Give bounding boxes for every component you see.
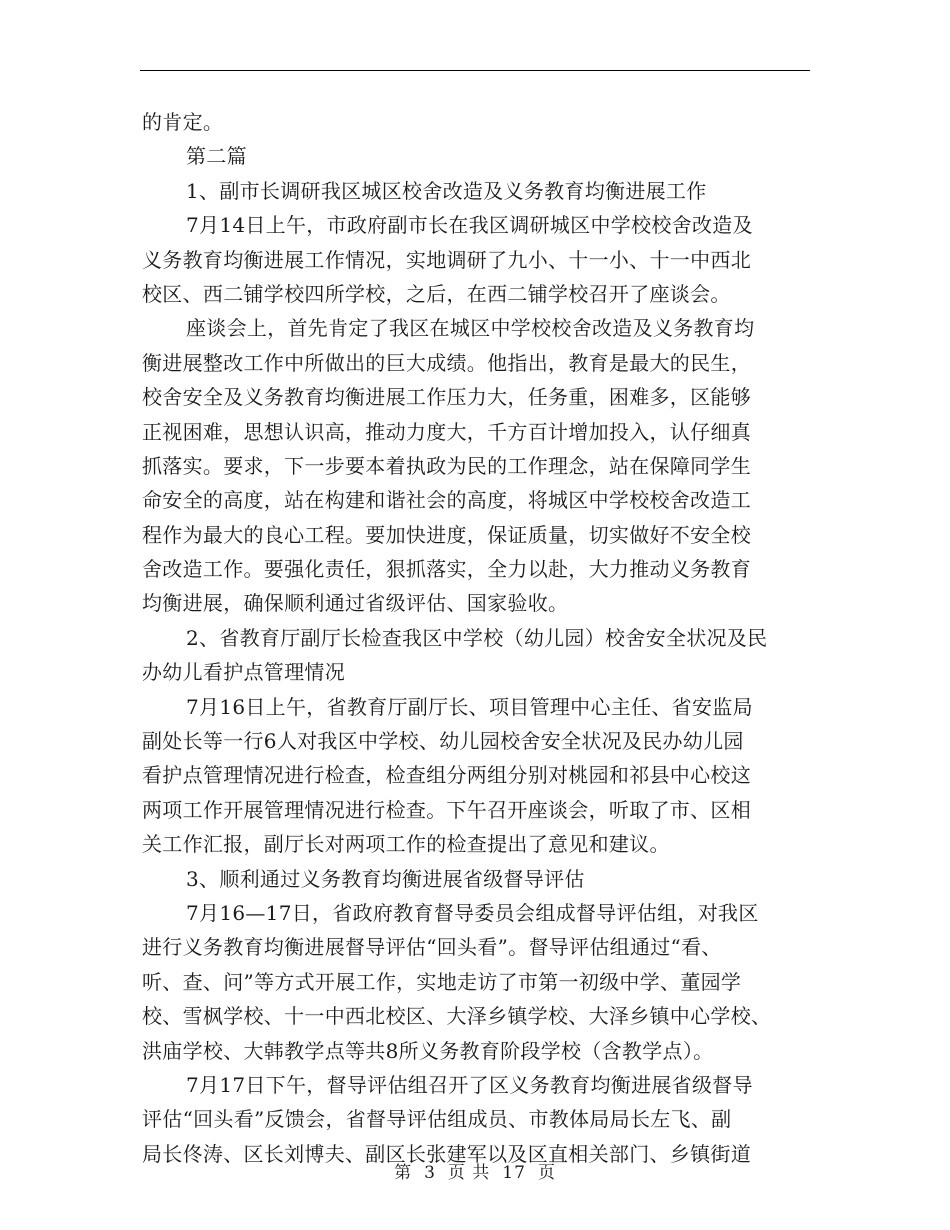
footer-label-page: 第 [394,1163,413,1183]
text-line: 校区、西二铺学校四所学校，之后，在西二铺学校召开了座谈会。 [142,281,731,306]
text-line: 7月16日上午，省教育厅副厅长、项目管理中心主任、省安监局 [186,694,753,719]
footer-total-pages: 17 [502,1163,526,1183]
text-line: 程作为最大的良心工程。要加快进度，保证质量，切实做好不安全校 [142,522,751,547]
text-line: 第二篇 [186,144,247,169]
text-line: 听、查、问”等方式开展工作，实地走访了市第一初级中学、董园学 [142,969,742,994]
text-line: 局长佟涛、区长刘博夫、副区长张建军以及区直相关部门、乡镇街道 [142,1141,751,1166]
text-line: 义务教育均衡进展工作情况，实地调研了九小、十一小、十一中西北 [142,247,751,272]
text-line: 办幼儿看护点管理情况 [142,660,345,685]
footer-label-of: 页 共 [447,1163,491,1183]
text-line: 洪庙学校、大韩教学点等共8所义务教育阶段学校（含教学点）。 [142,1038,714,1063]
text-line: 衡进展整改工作中所做出的巨大成绩。他指出，教育是最大的民生， [142,350,751,375]
text-line: 1、副市长调研我区城区校舍改造及义务教育均衡进展工作 [186,178,707,203]
text-line: 评估“回头看”反馈会，省督导评估组成员、市教体局局长左飞、副 [142,1107,732,1132]
text-line: 均衡进展，确保顺利通过省级评估、国家验收。 [142,591,569,616]
text-line: 校、雪枫学校、十一中西北校区、大泽乡镇学校、大泽乡镇中心学校、 [142,1004,772,1029]
text-line: 7月14日上午，市政府副市长在我区调研城区中学校校舍改造及 [186,213,753,238]
text-line: 进行义务教育均衡进展督导评估“回头看”。督导评估组通过“看、 [142,935,722,960]
text-line: 看护点管理情况进行检查，检查组分两组分别对桃园和祁县中心校这 [142,763,751,788]
text-line: 抓落实。要求，下一步要本着执政为民的工作理念，站在保障同学生 [142,453,751,478]
page-footer [0,1158,950,1183]
text-line: 校舍安全及义务教育均衡进展工作压力大，任务重，困难多，区能够 [142,385,751,410]
header-rule [140,70,810,71]
text-line: 舍改造工作。要强化责任，狠抓落实，全力以赴，大力推动义务教育 [142,557,751,582]
text-line: 正视困难，思想认识高，推动力度大，千方百计增加投入，认仔细真 [142,419,751,444]
text-line: 2、省教育厅副厅长检查我区中学校（幼儿园）校舍安全状况及民 [186,625,768,650]
text-line: 关工作汇报，副厅长对两项工作的检查提出了意见和建议。 [142,832,670,857]
text-line: 的肯定。 [142,110,224,134]
footer-current-page: 3 [424,1163,436,1183]
text-line: 3、顺利通过义务教育均衡进展省级督导评估 [186,866,585,891]
text-line: 命安全的高度，站在构建和谐社会的高度，将城区中学校校舍改造工 [142,488,751,513]
text-line: 7月16—17日，省政府教育督导委员会组成督导评估组，对我区 [186,900,759,925]
text-line: 7月17日下午，督导评估组召开了区义务教育均衡进展省级督导 [186,1072,753,1097]
text-line: 座谈会上，首先肯定了我区在城区中学校校舍改造及义务教育均 [186,316,755,341]
document-body [142,105,810,1171]
footer-label-pages: 页 [537,1163,556,1183]
text-line: 两项工作开展管理情况进行检查。下午召开座谈会，听取了市、区相 [142,797,751,822]
text-line: 副处长等一行6人对我区中学校、幼儿园校舍安全状况及民办幼儿园 [142,729,744,754]
